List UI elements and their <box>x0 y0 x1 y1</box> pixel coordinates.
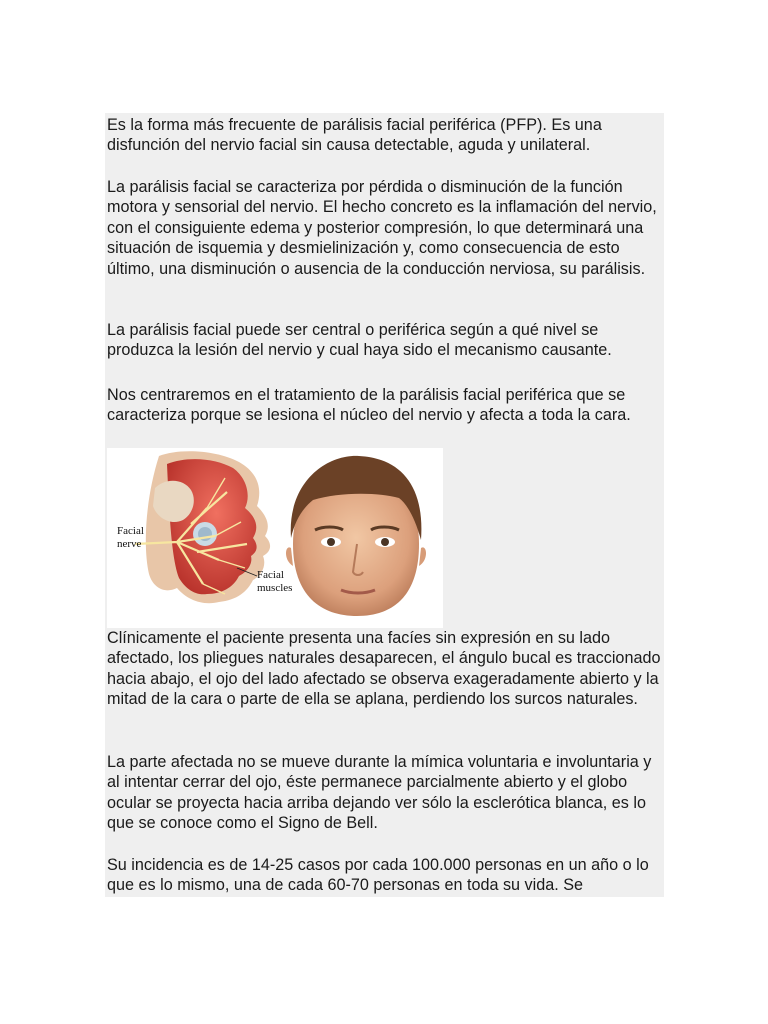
face-frontal-view <box>286 456 426 616</box>
paragraph-classification: La parálisis facial puede ser central o periférica según a qué nivel se produzca la lesión del nervio y cual haya sido el mecanismo causante. <box>107 321 612 360</box>
label-facial-muscles-line2: muscles <box>257 582 293 594</box>
label-facial-nerve-line2: nerve <box>117 538 142 550</box>
facial-illustration-graphic <box>107 448 443 628</box>
document-page <box>105 113 664 897</box>
facial-paralysis-illustration <box>107 448 443 628</box>
anatomy-side-view <box>135 451 270 603</box>
paragraph-scope: Nos centraremos en el tratamiento de la parálisis facial periférica que se caracteriza porque se lesiona el núcleo del nervio y afecta a toda la cara. <box>107 386 631 425</box>
paragraph-incidence: Su incidencia es de 14-25 casos por cada 100.000 personas en un año o lo que es lo mismo, una de cada 60-70 personas en toda su vida. Se <box>107 856 649 895</box>
paragraph-definition: Es la forma más frecuente de parálisis facial periférica (PFP). Es una disfunción del nervio facial sin causa detectable, aguda y unilateral. <box>107 116 602 155</box>
paragraph-bell-sign: La parte afectada no se mueve durante la mímica voluntaria e involuntaria y al intentar cerrar del ojo, éste permanece parcialmente abierto y el globo ocular se proyecta hacia arriba dejando ver sólo la esclerótica blanca, es lo que se conoce como el Signo de Bell. <box>107 753 652 833</box>
paragraph-clinical-signs: Clínicamente el paciente presenta una facíes sin expresión en su lado afectado, los pliegues naturales desaparecen, el ángulo bucal es traccionado hacia abajo, el ojo del lado afectado se observa exageradamente abierto y la mitad de la cara o parte de ella se aplana, perdiendo los surcos naturales. <box>107 629 661 709</box>
label-facial-muscles-line1: Facial <box>257 569 284 581</box>
paragraph-pathophysiology: La parálisis facial se caracteriza por pérdida o disminución de la función motora y sensorial del nervio. El hecho concreto es la inflamación del nervio, con el consiguiente edema y posterior compresión, lo que determinará una situación de isquemia y desmielinización y, como consecuencia de esto último, una disminución o ausencia de la conducción nerviosa, su parálisis. <box>107 178 657 278</box>
label-facial-nerve-line1: Facial <box>117 525 144 537</box>
